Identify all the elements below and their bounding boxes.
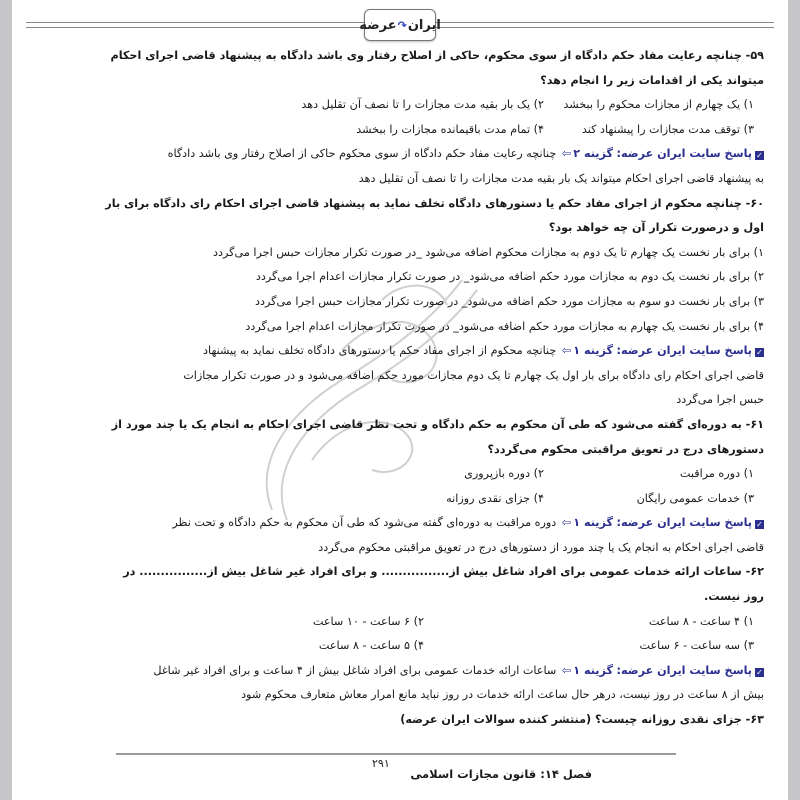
answer-label: پاسخ سایت ایران عرضه: bbox=[616, 663, 752, 677]
curved-arrow-icon: ↷ bbox=[397, 18, 407, 32]
option-row bbox=[36, 93, 764, 118]
option-4: ۴) تمام مدت باقیمانده مجازات را ببخشد bbox=[356, 122, 544, 136]
arrow-left-icon: ⇦ bbox=[561, 344, 572, 358]
option-4: ۴) جزای نقدی روزانه bbox=[446, 491, 544, 505]
question-63-text: ۶۳- جزای نقدی روزانه چیست؟ (منتشر کننده سوالات ایران عرضه) bbox=[400, 713, 764, 727]
answer-text: ساعات ارائه خدمات عمومی برای افراد شاغل بیش از ۴ ساعت و برای افراد غیر شاغل bbox=[153, 663, 557, 677]
answer-59 bbox=[36, 142, 764, 167]
answer-choice: گزینه ۲ bbox=[573, 147, 613, 161]
page-header bbox=[12, 8, 788, 42]
question-59-text: میتواند یکی از اقدامات زیر را انجام دهد؟ bbox=[540, 73, 764, 87]
option-3: ۳) خدمات عمومی رایگان bbox=[636, 491, 754, 505]
document-body bbox=[36, 44, 764, 733]
answer-text: دوره مراقبت به دوره‌ای گفته می‌شود که طی آن محکوم به حکم دادگاه و تحت نظر bbox=[172, 516, 557, 530]
option-1: ۱) یک چهارم از مجازات محکوم را ببخشد bbox=[563, 98, 754, 112]
option-2: ۲) برای بار نخست یک دوم به مجازات مورد حکم اضافه می‌شود_ در صورت تکرار مجازات اعدام اجرا می‌گردد bbox=[255, 270, 764, 284]
answer-label: پاسخ سایت ایران عرضه: bbox=[616, 344, 752, 358]
answer-62-continued: بیش از ۸ ساعت در روز نیست، درهر حال ساعت ارائه خدمات در روز نباید مانع امرار معاش متعارف محکوم شود bbox=[241, 688, 764, 702]
answer-text: چنانچه رعایت مفاد حکم دادگاه از سوی محکوم حاکی از اصلاح رفتار وی باشد دادگاه bbox=[167, 147, 557, 161]
question-60-text: ۶۰- چنانچه محکوم از اجرای مفاد حکم یا دستورهای دادگاه تخلف نماید به پیشنهاد قاضی اجرای احکام رای دادگاه برای بار bbox=[105, 196, 764, 210]
answer-choice: گزینه ۱ bbox=[573, 344, 613, 358]
option-row bbox=[36, 462, 764, 487]
question-61-text: دستورهای درج در تعویق مراقبتی محکوم می‌گردد؟ bbox=[487, 442, 764, 456]
option-3: ۳) سه ساعت - ۶ ساعت bbox=[639, 639, 754, 653]
page-footer bbox=[12, 745, 788, 800]
answer-choice: گزینه ۱ bbox=[573, 663, 613, 677]
option-4: ۴) برای بار نخست یک چهارم به مجازات مورد حکم اضافه می‌شود_ در صورت تکرار مجازات اعدام اجرا می‌گردد bbox=[245, 319, 764, 333]
logo-text: عرضه bbox=[359, 17, 397, 33]
option-3: ۳) برای بار نخست دو سوم به مجازات مورد حکم اضافه می‌شود_ در صورت تکرار مجازات حبس اجرا می‌گردد bbox=[255, 294, 764, 308]
option-1: ۱) دوره مراقبت bbox=[679, 467, 754, 481]
question-59-text: ۵۹- چنانچه رعایت مفاد حکم دادگاه از سوی محکوم، حاکی از اصلاح رفتار وی باشد دادگاه به پیشنهاد قاضی اجرای احکام bbox=[110, 49, 764, 62]
answer-label: پاسخ سایت ایران عرضه: bbox=[616, 516, 752, 530]
question-62-text: ۶۲- ساعات ارائه خدمات عمومی برای افراد شاغل بیش از................ و برای افراد غیر شاغل بیش از................ در bbox=[123, 565, 764, 579]
option-4: ۴) ۵ ساعت - ۸ ساعت bbox=[318, 639, 424, 653]
option-2: ۲) یک بار بقیه مدت مجازات را تا نصف آن تقلیل دهد bbox=[301, 98, 544, 112]
option-row bbox=[36, 634, 764, 659]
option-1: ۱) برای بار نخست یک چهارم تا یک دوم به مجازات محکوم اضافه می‌شود _در صورت تکرار مجازات حبس اجرا می‌گردد bbox=[213, 245, 764, 259]
arrow-left-icon: ⇦ bbox=[561, 147, 572, 161]
option-row bbox=[36, 610, 764, 635]
answer-60-continued: حبس اجرا می‌گردد bbox=[676, 393, 764, 407]
answer-text: چنانچه محکوم از اجرای مفاد حکم یا دستورهای دادگاه تخلف نماید به پیشنهاد bbox=[203, 344, 557, 358]
arrow-left-icon: ⇦ bbox=[561, 663, 572, 677]
chapter-title: فصل ۱۴: قانون مجازات اسلامی bbox=[410, 767, 592, 781]
option-3: ۳) توقف مدت مجازات را پیشنهاد کند bbox=[581, 122, 754, 136]
footer-rule bbox=[116, 753, 676, 755]
answer-label: پاسخ سایت ایران عرضه: bbox=[616, 147, 752, 161]
checkbox-icon: ✓ bbox=[756, 667, 763, 677]
question-62-text: روز نیست. bbox=[704, 590, 764, 604]
answer-60-continued: قاضی اجرای احکام رای دادگاه برای بار اول یک چهارم تا یک دوم مجازات مورد حکم اضافه می‌شود و در صورت تکرار مجازات bbox=[183, 368, 764, 382]
question-61-text: ۶۱- به دوره‌ای گفته می‌شود که طی آن محکوم به حکم دادگاه و تحت نظر قاضی اجرای احکام به انجام یک یا چند مورد از bbox=[111, 417, 764, 431]
answer-62 bbox=[36, 659, 764, 684]
option-row bbox=[36, 118, 764, 143]
checkbox-icon: ✓ bbox=[756, 151, 763, 161]
question-60-text: اول و درصورت تکرار آن چه خواهد بود؟ bbox=[548, 221, 764, 235]
answer-59-continued: به پیشنهاد قاضی اجرای احکام میتواند یک بار بقیه مدت مجازات را تا نصف آن تقلیل دهد bbox=[358, 171, 764, 185]
answer-61-continued: قاضی اجرای احکام به انجام یک یا چند مورد از دستورهای درج در تعویق مراقبتی محکوم می‌گردد bbox=[318, 540, 764, 554]
document-page bbox=[12, 0, 788, 800]
option-2: ۲) ۶ ساعت - ۱۰ ساعت bbox=[312, 614, 424, 628]
option-row bbox=[36, 487, 764, 512]
option-2: ۲) دوره بازپروری bbox=[464, 467, 544, 481]
arrow-left-icon: ⇦ bbox=[561, 516, 572, 530]
option-1: ۱) ۴ ساعت - ۸ ساعت bbox=[648, 614, 754, 628]
answer-60 bbox=[36, 339, 764, 364]
brand-logo bbox=[359, 9, 441, 41]
checkbox-icon: ✓ bbox=[756, 520, 763, 530]
answer-61 bbox=[36, 511, 764, 536]
logo-text: ایران bbox=[407, 17, 441, 33]
answer-choice: گزینه ۱ bbox=[573, 516, 613, 530]
page-number: ۲۹۱ bbox=[372, 757, 390, 770]
checkbox-icon: ✓ bbox=[756, 348, 763, 358]
